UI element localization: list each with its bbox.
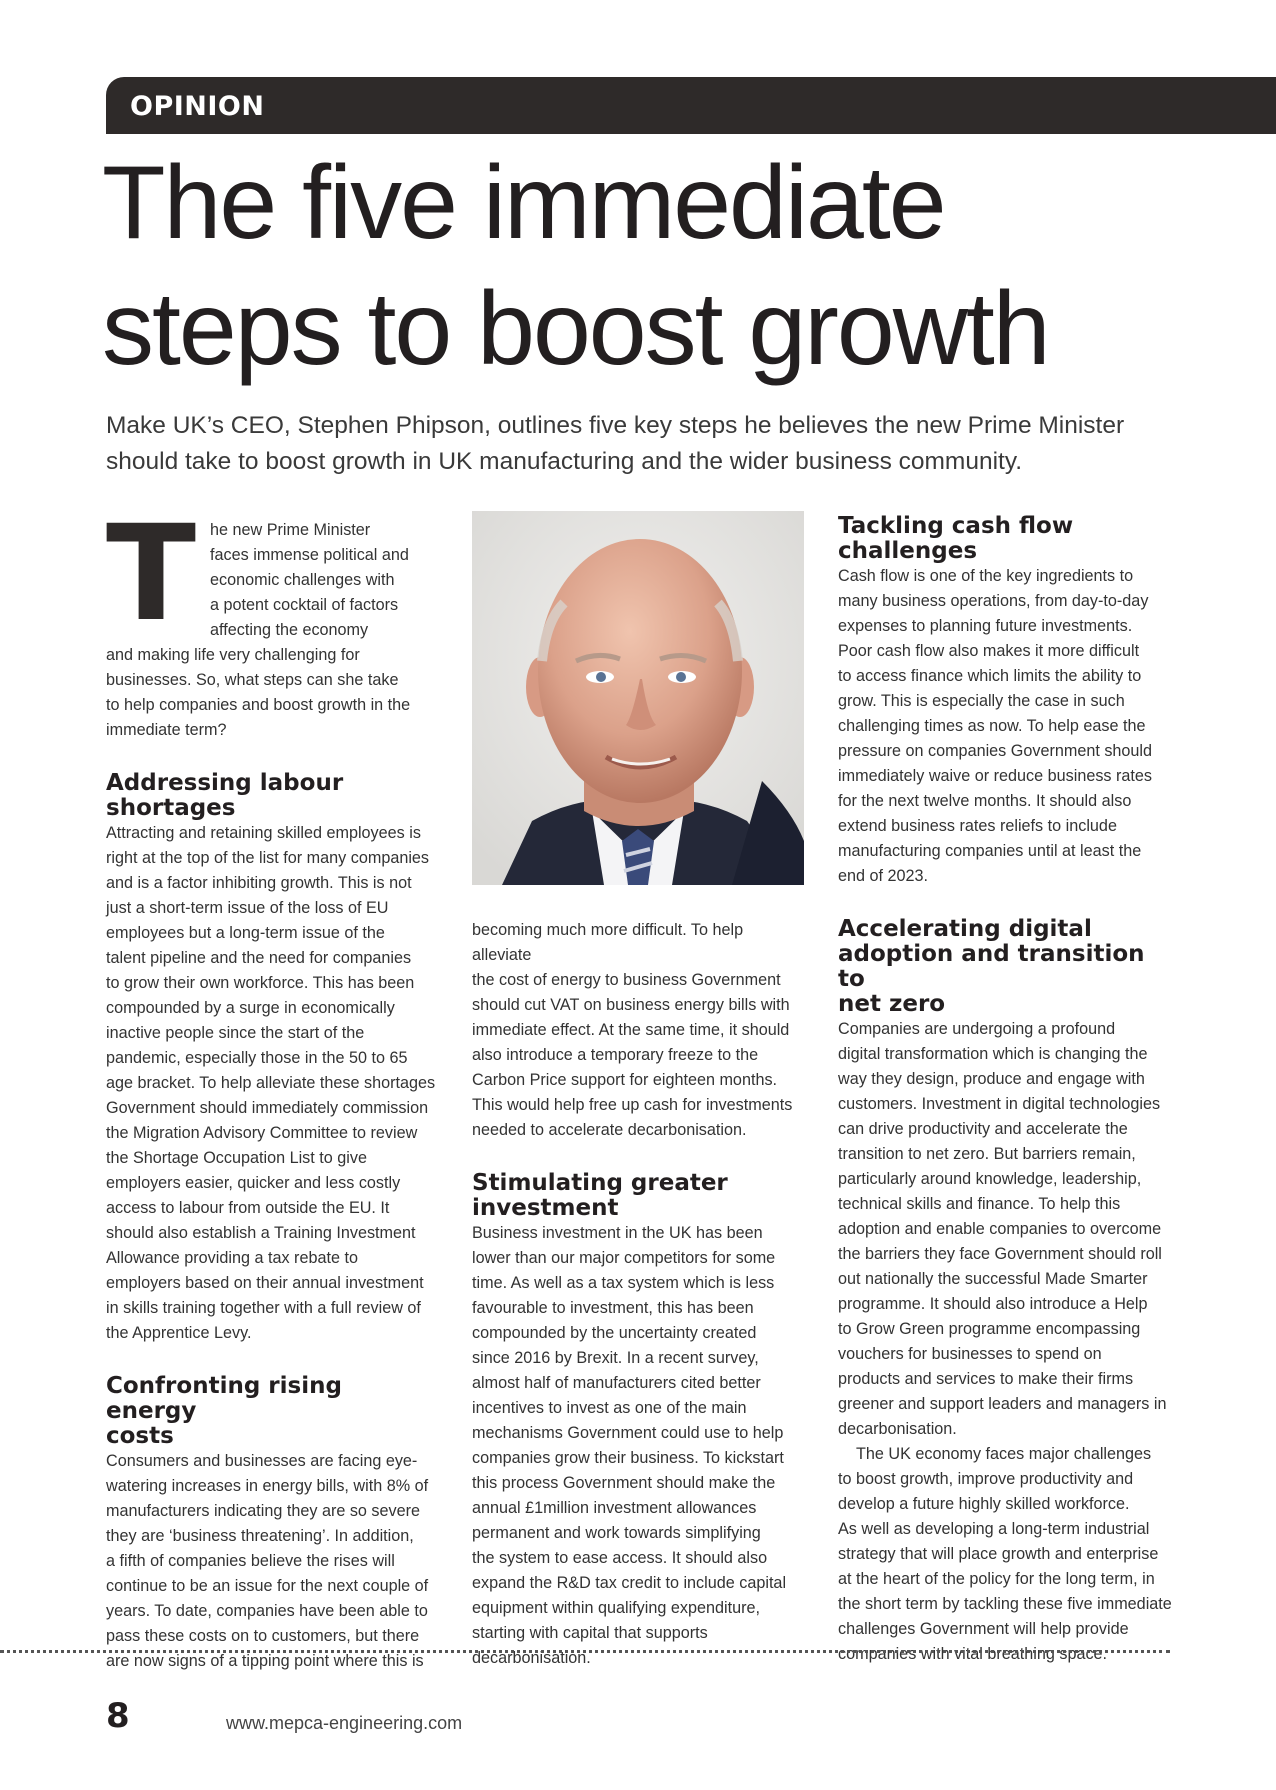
text-line: to boost growth, improve productivity and [838, 1470, 1134, 1488]
text-line: to help companies and boost growth in the [106, 696, 411, 714]
text-line: Consumers and businesses are facing eye- [106, 1452, 418, 1470]
text-line: lower than our major competitors for some [472, 1249, 776, 1267]
text-line: talent pipeline and the need for companies [106, 949, 412, 967]
text-line: Carbon Price support for eighteen months. [472, 1071, 778, 1089]
text-line: should cut VAT on business energy bills with [472, 996, 790, 1014]
text-line: challenging times as now. To help ease the [838, 717, 1146, 735]
closing-paragraph [838, 1442, 1172, 1667]
text-line: Poor cash flow also makes it more difficult [838, 642, 1140, 660]
text-line: faces immense political and [210, 546, 409, 564]
column-1 [106, 497, 440, 1674]
text-line: starting with capital that supports [472, 1624, 708, 1642]
text-line: and making life very challenging for [106, 646, 360, 664]
text-line: way they design, produce and engage with [838, 1070, 1145, 1088]
heading-digital: Accelerating digital adoption and transition to net zero [838, 916, 1145, 1017]
text-line: they are ‘business threatening’. In addition, [106, 1527, 414, 1545]
text-line: employers easier, quicker and less costly [106, 1174, 401, 1192]
text-line: the cost of energy to business Government [472, 971, 781, 989]
text-line: almost half of manufacturers cited better [472, 1374, 761, 1392]
text-line: Companies are undergoing a profound [838, 1020, 1116, 1038]
text-line: vouchers for businesses to spend on [838, 1345, 1102, 1363]
heading-labour: Addressing labour shortages [106, 770, 344, 821]
text-line: companies with vital breathing space. [838, 1645, 1108, 1663]
text-line: employees but a long-term issue of the [106, 924, 385, 942]
text-line: becoming much more difficult. To help alleviate [472, 921, 744, 964]
text-line: he new Prime Minister [210, 521, 371, 539]
text-line: needed to accelerate decarbonisation. [472, 1121, 747, 1139]
text-line: since 2016 by Brexit. In a recent survey, [472, 1349, 759, 1367]
heading-investment: Stimulating greater investment [472, 1170, 728, 1221]
labour-paragraph [106, 821, 440, 1346]
headline [102, 140, 1222, 392]
text-line: watering increases in energy bills, with 8% of [106, 1477, 429, 1495]
author-portrait-photo [472, 511, 804, 885]
text-line: in skills training together with a full review of [106, 1299, 421, 1317]
text-line: the Shortage Occupation List to give [106, 1149, 367, 1167]
text-line: adoption and enable companies to overcome [838, 1220, 1162, 1238]
headline-line: The five immediate [102, 145, 945, 261]
text-line: companies grow their business. To kickstart [472, 1449, 784, 1467]
text-line: technical skills and finance. To help this [838, 1195, 1121, 1213]
text-line: age bracket. To help alleviate these shortages [106, 1074, 436, 1092]
text-line: access to labour from outside the EU. It [106, 1199, 390, 1217]
text-line: many business operations, from day-to-day [838, 592, 1149, 610]
text-line: end of 2023. [838, 867, 929, 885]
text-line: pandemic, especially those in the 50 to 65 [106, 1049, 408, 1067]
text-line: expand the R&D tax credit to include capital [472, 1574, 787, 1592]
text-line: grow. This is especially the case in such [838, 692, 1125, 710]
text-line: programme. It should also introduce a Help [838, 1295, 1148, 1313]
text-line: Cash flow is one of the key ingredients to [838, 567, 1134, 585]
column-3 [838, 514, 1172, 1667]
headline-line: steps to boost growth [102, 271, 1049, 387]
text-line: Business investment in the UK has been [472, 1224, 763, 1242]
text-line: customers. Investment in digital technologies [838, 1095, 1161, 1113]
text-line: expenses to planning future investments. [838, 617, 1133, 635]
text-line: a fifth of companies believe the rises will [106, 1552, 395, 1570]
standfirst [106, 408, 1216, 480]
text-line: equipment within qualifying expenditure, [472, 1599, 760, 1617]
text-line: challenges Government will help provide [838, 1620, 1129, 1638]
text-line: manufacturers indicating they are so severe [106, 1502, 421, 1520]
text-line: years. To date, companies have been able to [106, 1602, 428, 1620]
page-number: 8 [106, 1696, 130, 1736]
section-header-bar [106, 77, 1276, 134]
text-line: transition to net zero. But barriers remain, [838, 1145, 1136, 1163]
text-line: at the heart of the policy for the long term, in [838, 1570, 1155, 1588]
text-line: permanent and work towards simplifying [472, 1524, 761, 1542]
text-line: inactive people since the start of the [106, 1024, 365, 1042]
text-line: to Grow Green programme encompassing [838, 1320, 1141, 1338]
text-line: Allowance providing a tax rebate to [106, 1249, 358, 1267]
text-line: The UK economy faces major challenges [856, 1445, 1152, 1463]
text-line: the Migration Advisory Committee to review [106, 1124, 418, 1142]
text-line: digital transformation which is changing the [838, 1045, 1148, 1063]
text-line: pressure on companies Government should [838, 742, 1153, 760]
text-line: should also establish a Training Investment [106, 1224, 416, 1242]
text-line: extend business rates reliefs to include [838, 817, 1117, 835]
text-line: favourable to investment, this has been [472, 1299, 754, 1317]
text-line: just a short-term issue of the loss of EU [106, 899, 389, 917]
text-line: This would help free up cash for investments [472, 1096, 793, 1114]
footer-url: www.mepca-engineering.com [226, 1713, 463, 1733]
text-line: the short term by tackling these five immediate [838, 1595, 1172, 1613]
text-line: time. As well as a tax system which is less [472, 1274, 775, 1292]
heading-cashflow: Tackling cash flow challenges [838, 513, 1074, 564]
text-line: right at the top of the list for many companies [106, 849, 430, 867]
text-line: continue to be an issue for the next couple of [106, 1577, 429, 1595]
text-line: Government should immediately commission [106, 1099, 429, 1117]
text-line: As well as developing a long-term industrial [838, 1520, 1150, 1538]
text-line: to access finance which limits the ability to [838, 667, 1142, 685]
text-line: a potent cocktail of factors [210, 596, 399, 614]
text-line: particularly around knowledge, leadership, [838, 1170, 1142, 1188]
text-line: greener and support leaders and managers in [838, 1395, 1167, 1413]
text-line: manufacturing companies until at least the [838, 842, 1142, 860]
text-line: the barriers they face Government should roll [838, 1245, 1162, 1263]
text-line: incentives to invest as one of the main [472, 1399, 747, 1417]
text-line: mechanisms Government could use to help [472, 1424, 784, 1442]
text-line: strategy that will place growth and enterprise [838, 1545, 1159, 1563]
text-line: employers based on their annual investment [106, 1274, 424, 1292]
text-line: immediate term? [106, 721, 227, 739]
text-line: Attracting and retaining skilled employees is [106, 824, 421, 842]
column-2 [472, 918, 806, 1671]
text-line: are now signs of a tipping point where this is [106, 1652, 424, 1670]
text-line: decarbonisation. [472, 1649, 591, 1667]
energy-paragraph-continued [472, 918, 806, 1143]
text-line: also introduce a temporary freeze to the [472, 1046, 759, 1064]
digital-paragraph [838, 1017, 1172, 1442]
text-line: businesses. So, what steps can she take [106, 671, 399, 689]
text-line: the Apprentice Levy. [106, 1324, 252, 1342]
portrait-illustration [472, 511, 804, 885]
section-label: OPINION [130, 91, 265, 122]
energy-paragraph [106, 1449, 440, 1674]
standfirst-line: should take to boost growth in UK manufacturing and the wider business community. [106, 448, 1023, 475]
investment-paragraph [472, 1221, 806, 1671]
drop-cap: T [106, 497, 197, 651]
text-line: for the next twelve months. It should also [838, 792, 1132, 810]
text-line: economic challenges with [210, 571, 395, 589]
text-line: to grow their own workforce. This has been [106, 974, 415, 992]
text-line: and is a factor inhibiting growth. This is not [106, 874, 412, 892]
text-line: affecting the economy [210, 621, 369, 639]
cashflow-paragraph [838, 564, 1172, 889]
text-line: annual £1million investment allowances [472, 1499, 757, 1517]
text-line: decarbonisation. [838, 1420, 957, 1438]
text-line: pass these costs on to customers, but there [106, 1627, 420, 1645]
text-line: products and services to make their firms [838, 1370, 1134, 1388]
text-line: the system to ease access. It should also [472, 1549, 768, 1567]
text-line: compounded by a surge in economically [106, 999, 395, 1017]
text-line: this process Government should make the [472, 1474, 776, 1492]
text-line: out nationally the successful Made Smarter [838, 1270, 1148, 1288]
text-line: compounded by the uncertainty created [472, 1324, 757, 1342]
standfirst-line: Make UK’s CEO, Stephen Phipson, outlines five key steps he believes the new Prime Minister [106, 412, 1125, 439]
heading-energy: Confronting rising energy costs [106, 1373, 342, 1449]
footer-dotted-rule [0, 1650, 1170, 1653]
text-line: immediate effect. At the same time, it should [472, 1021, 790, 1039]
text-line: develop a future highly skilled workforce. [838, 1495, 1130, 1513]
text-line: immediately waive or reduce business rates [838, 767, 1152, 785]
text-line: can drive productivity and accelerate the [838, 1120, 1128, 1138]
